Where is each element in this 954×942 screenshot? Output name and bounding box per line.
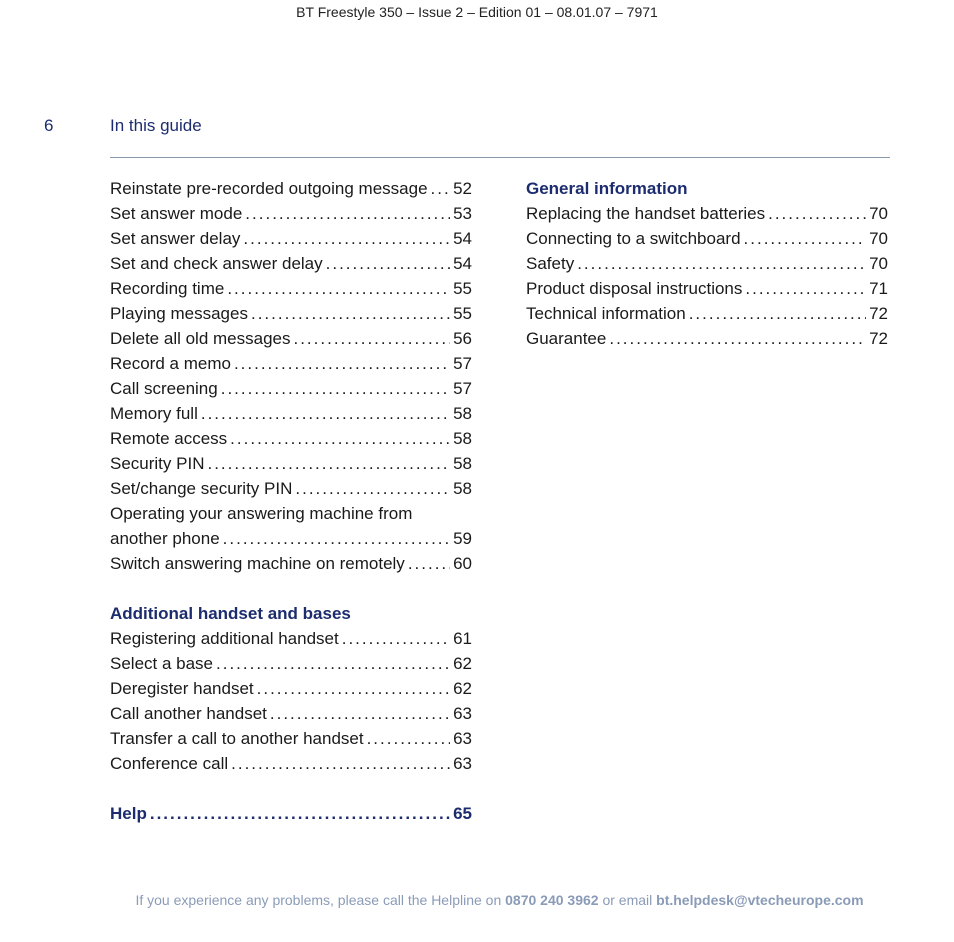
toc-entry-label: Connecting to a switchboard: [526, 229, 741, 248]
toc-entry[interactable]: [110, 726, 472, 751]
toc-entry-page: 62: [453, 679, 472, 698]
toc-entry-label: Reinstate pre-recorded outgoing message: [110, 179, 428, 198]
toc-entry-label: Set answer mode: [110, 204, 243, 223]
toc-entry[interactable]: [110, 701, 472, 726]
toc-entry-page: 54: [453, 229, 472, 248]
toc-entry[interactable]: [110, 476, 472, 501]
leader-dots: [326, 251, 450, 276]
toc-entry-label: Guarantee: [526, 329, 607, 348]
toc-entry[interactable]: [110, 276, 472, 301]
leader-dots: [295, 476, 450, 501]
toc-entry-page: 58: [453, 404, 472, 423]
toc-entry[interactable]: [110, 301, 472, 326]
section-gap: [110, 576, 472, 601]
toc-right-column: [526, 176, 888, 351]
toc-entry[interactable]: [110, 326, 472, 351]
toc-entry-label: Call screening: [110, 379, 218, 398]
toc-entry-page: 55: [453, 304, 472, 323]
leader-dots: [257, 676, 450, 701]
toc-entry-label: Replacing the handset batteries: [526, 204, 766, 223]
toc-entry-label: Record a memo: [110, 354, 231, 373]
toc-entry-label: Registering additional handset: [110, 629, 339, 648]
leader-dots: [234, 351, 450, 376]
toc-entry[interactable]: [110, 251, 472, 276]
leader-dots: [227, 276, 450, 301]
toc-entry[interactable]: [110, 201, 472, 226]
toc-entry-label: Help: [110, 804, 147, 823]
toc-entry[interactable]: [526, 251, 888, 276]
section-heading-additional-handset[interactable]: Additional handset and bases: [110, 604, 351, 623]
toc-entry-page: 58: [453, 429, 472, 448]
toc-entry-label: Product disposal instructions: [526, 279, 743, 298]
toc-entry-page: 59: [453, 529, 472, 548]
leader-dots: [221, 376, 450, 401]
leader-dots: [243, 226, 450, 251]
leader-dots: [577, 251, 866, 276]
section-heading-general-information[interactable]: General information: [526, 179, 688, 198]
toc-entry-page: 70: [869, 229, 888, 248]
leader-dots: [744, 226, 867, 251]
footer-text: If you experience any problems, please call the Helpline on: [135, 892, 502, 908]
leader-dots: [408, 551, 450, 576]
footer-text: or email: [602, 892, 653, 908]
leader-dots: [201, 401, 450, 426]
leader-dots: [223, 526, 450, 551]
page-number: 6: [44, 116, 54, 135]
toc-entry-page: 62: [453, 654, 472, 673]
leader-dots: [270, 701, 450, 726]
toc-entry-label: Conference call: [110, 754, 229, 773]
toc-entry[interactable]: [110, 626, 472, 651]
leader-dots: [216, 651, 450, 676]
toc-entry-label: Technical information: [526, 304, 686, 323]
toc-entry-page: 57: [453, 379, 472, 398]
toc-entry[interactable]: [526, 326, 888, 351]
toc-entry-label: Memory full: [110, 404, 198, 423]
toc-entry-label: Set answer delay: [110, 229, 241, 248]
toc-entry[interactable]: [110, 526, 472, 551]
toc-entry[interactable]: [110, 351, 472, 376]
toc-entry-page: 65: [453, 804, 472, 823]
leader-dots: [768, 201, 866, 226]
toc-entry-label: Deregister handset: [110, 679, 254, 698]
toc-entry[interactable]: [110, 426, 472, 451]
toc-entry-label: Transfer a call to another handset: [110, 729, 364, 748]
toc-entry[interactable]: [526, 301, 888, 326]
helpdesk-email-link[interactable]: bt.helpdesk@vtecheurope.com: [656, 892, 864, 908]
toc-entry-page: 72: [869, 329, 888, 348]
toc-entry-label: Switch answering machine on remotely: [110, 554, 405, 573]
leader-dots: [367, 726, 451, 751]
toc-entry-label: Delete all old messages: [110, 329, 291, 348]
toc-entry[interactable]: [110, 551, 472, 576]
toc-left-column: [110, 176, 472, 826]
toc-entry-label: Playing messages: [110, 304, 248, 323]
toc-entry-label: Operating your answering machine from: [110, 504, 413, 523]
toc-entry-page: 63: [453, 704, 472, 723]
toc-entry-page: 56: [453, 329, 472, 348]
toc-entry-page: 70: [869, 254, 888, 273]
toc-entry-page: 70: [869, 204, 888, 223]
toc-entry-label: Select a base: [110, 654, 214, 673]
toc-entry[interactable]: [110, 176, 472, 201]
toc-entry-label: Set and check answer delay: [110, 254, 323, 273]
section-gap: [110, 776, 472, 801]
toc-entry-label: Security PIN: [110, 454, 205, 473]
toc-entry-page: 58: [453, 454, 472, 473]
toc-entry[interactable]: [110, 676, 472, 701]
toc-entry[interactable]: [110, 226, 472, 251]
toc-entry-page: 53: [453, 204, 472, 223]
leader-dots: [207, 451, 450, 476]
toc-entry-page: 58: [453, 479, 472, 498]
toc-entry-first-line[interactable]: [110, 501, 472, 526]
helpline-phone: 0870 240 3962: [505, 892, 599, 908]
header-divider: [110, 157, 890, 158]
toc-entry[interactable]: [110, 401, 472, 426]
leader-dots: [745, 276, 866, 301]
toc-entry-label: Set/change security PIN: [110, 479, 293, 498]
toc-entry[interactable]: [110, 651, 472, 676]
toc-entry-page: 63: [453, 729, 472, 748]
toc-entry[interactable]: [526, 226, 888, 251]
toc-entry[interactable]: [526, 201, 888, 226]
toc-entry-page: 52: [453, 179, 472, 198]
toc-entry-page: 57: [453, 354, 472, 373]
toc-entry-page: 71: [869, 279, 888, 298]
toc-entry-label: Safety: [526, 254, 575, 273]
toc-entry-label: another phone: [110, 529, 220, 548]
toc-entry[interactable]: [110, 751, 472, 776]
toc-entry[interactable]: [110, 451, 472, 476]
document-header: BT Freestyle 350 – Issue 2 – Edition 01 – 08.01.07 – 7971: [296, 4, 658, 20]
leader-dots: [245, 201, 450, 226]
toc-entry-page: 63: [453, 754, 472, 773]
leader-dots: [431, 176, 451, 201]
toc-entry-label: Recording time: [110, 279, 225, 298]
toc-entry-page: 72: [869, 304, 888, 323]
toc-entry[interactable]: [110, 376, 472, 401]
leader-dots: [609, 326, 866, 351]
toc-entry[interactable]: [526, 276, 888, 301]
leader-dots: [230, 426, 450, 451]
leader-dots: [293, 326, 450, 351]
toc-entry-label: Remote access: [110, 429, 228, 448]
leader-dots: [150, 801, 450, 826]
toc-entry-page: 55: [453, 279, 472, 298]
toc-entry-page: 60: [453, 554, 472, 573]
helpline-footer: [0, 892, 954, 908]
leader-dots: [231, 751, 450, 776]
toc-entry-page: 54: [453, 254, 472, 273]
toc-entry-label: Call another handset: [110, 704, 267, 723]
page-title: In this guide: [110, 116, 202, 135]
toc-entry-page: 61: [453, 629, 472, 648]
leader-dots: [342, 626, 450, 651]
leader-dots: [251, 301, 450, 326]
toc-entry-help[interactable]: [110, 801, 472, 826]
leader-dots: [689, 301, 866, 326]
